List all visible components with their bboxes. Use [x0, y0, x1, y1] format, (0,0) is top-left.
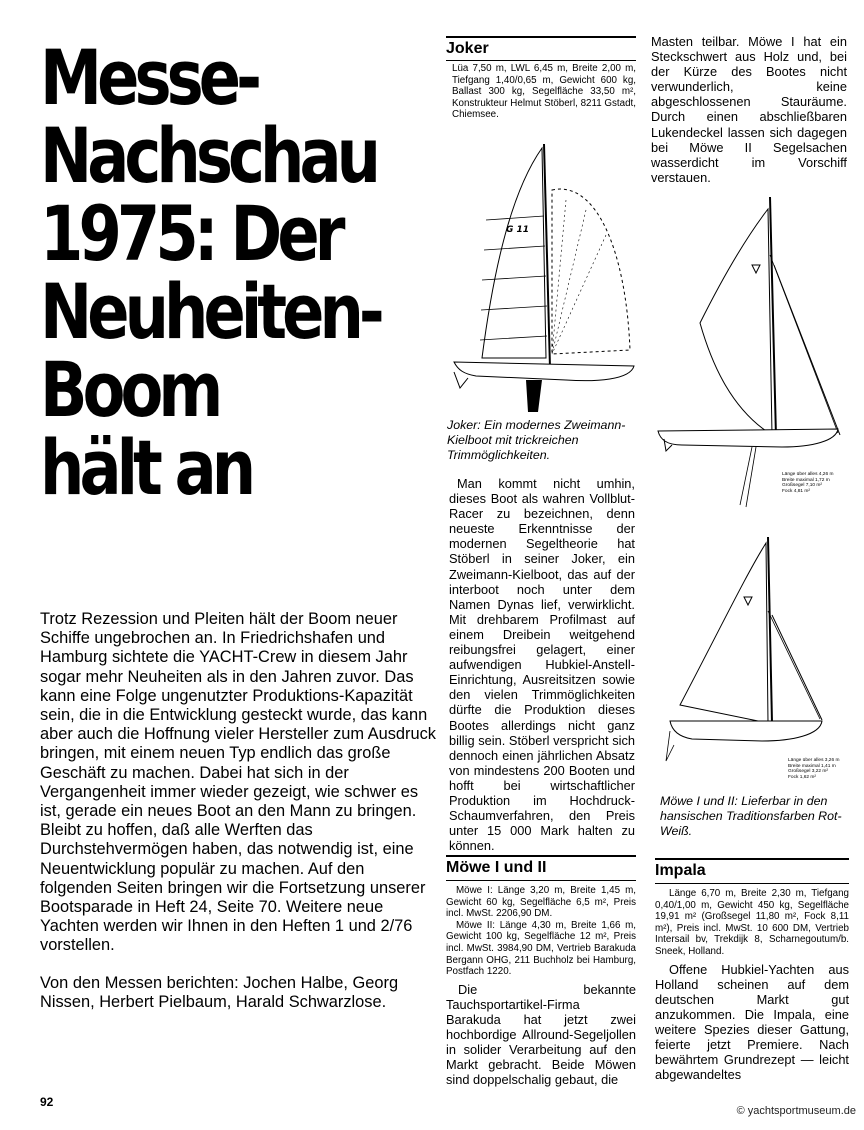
- moewe2-table: [782, 472, 852, 494]
- joker-drawing: [446, 140, 638, 415]
- table-row: Fock 1,62 m²: [788, 774, 816, 780]
- moewe1-table: [788, 758, 854, 780]
- moewe-title: Möwe I und II: [446, 855, 636, 878]
- joker-body: Man kommt nicht umhin, dieses Boot als wahren Vollblut-Racer zu bezeichnen, denn neueste Erkenntnisse der modernen Segeltheorie hat Stöberl in seiner Joker, ein Zweimann-Kielboot, das auf der interboot noch unter dem Namen Dynas lief, verwirklicht. Mit drehbarem Profilmast auf einem Dreibein weitgehend reibungsfrei gelagert, einer aufwendigen Hubkiel-Anstell-Einrichtung, Ausreitsitzen sowie den vielen Trimmöglichkeiten dürfte die Produktion dieses Bootes allerdings nicht ganz billig sein. Stöberl verspricht sich dennoch einen jährlichen Absatz von mindestens 200 Booten und hofft bei wirtschaftlicher Produktion im Hochdruck-Schaumverfahren, den Preis unter 15 000 Mark halten zu können.: [449, 476, 635, 854]
- table-row: Länge über alles 4,26 m: [782, 472, 834, 477]
- copyright: © yachtsportmuseum.de: [736, 1105, 856, 1117]
- moewe-caption: Möwe I und II: Lieferbar in den hansischen Traditionsfarben Rot-Weiß.: [660, 794, 842, 839]
- joker-sail-number: G 11: [506, 225, 530, 235]
- moewe-section: [446, 855, 636, 1087]
- moewe1-drawing: [652, 535, 857, 783]
- intro-credits: Von den Messen berichten: Jochen Halbe, Georg Nissen, Herbert Pielbaum, Harald Schwarzlose.: [40, 973, 399, 1011]
- moewe-specs-2: Möwe II: Länge 4,30 m, Breite 1,66 m, Gewicht 100 kg, Segelfläche 12 m², Preis incl. MwSt. 3984,90 DM, Vertrieb Barakuda Bergann OHG, 211 Buchholz bei Hamburg, Postfach 1220.: [446, 919, 636, 978]
- moewe-specs-1: Möwe I: Länge 3,20 m, Breite 1,45 m, Gewicht 60 kg, Segelfläche 6,5 m², Preis incl. MwSt. 2206,90 DM.: [446, 885, 636, 920]
- headline-line: Boom: [40, 345, 219, 434]
- table-row: Breite maximal 1,72 m: [782, 477, 830, 483]
- headline-line: Nachschau: [40, 111, 377, 200]
- impala-body: Offene Hubkiel-Yachten aus Holland scheinen auf dem deutschen Markt gut anzukommen. Die Impala, eine weitere Spezies dieser Gattung, feierte jetzt Premiere. Nach bewährtem Grundrezept — leicht abgewandeltes: [655, 961, 849, 1083]
- joker-caption: Joker: Ein modernes Zweimann-Kielboot mit trickreichen Trimmöglichkeiten.: [447, 418, 626, 463]
- joker-title: Joker: [446, 36, 636, 59]
- moewe-continued: Masten teilbar. Möwe I hat ein Steckschwert aus Holz und, bei der Kürze des Bootes nicht verwunderlich, keine abgeschlossenen Stauräume. Durch einen abschließbaren Lukendeckel lassen sich dagegen bei Möwe II Segelsachen wasserdicht im Vorschiff verstauen.: [651, 34, 847, 185]
- table-row: Breite maximal 1,41 m: [788, 763, 836, 769]
- impala-specs: Länge 6,70 m, Breite 2,30 m, Tiefgang 0,40/1,00 m, Gewicht 450 kg, Segelfläche 19,91 m² (Großsegel 11,80 m², Fock 8,11 m²), Preis incl. MwSt. 10 600 DM, Vertrieb Intersail bv, Trekdijk 8, Scharnegoutum/b. Sneek, Holland.: [655, 888, 849, 957]
- headline-line: Neuheiten-: [40, 267, 380, 356]
- impala-section: [655, 858, 849, 1082]
- intro-lead: Trotz Rezession und Pleiten hält der Boom neuer Schiffe ungebrochen an. In Friedrichshafen und Hamburg sichtete die YACHT-Crew in diesem Jahr sogar mehr Neuheiten als in den Jahren zuvor. Das kann eine Folge ungenutzter Produktions-Kapazität sein, die in die Entwicklung gesteckt wurde, das kann aber auch die Hoffnung vieler Hersteller zum Ausdruck bringen, mit einem neuen Typ endlich das große Geschäft zu machen. Dabei hat sich in der Vergangenheit immer wieder gezeigt, wie schwer es ist, gerade ein neues Boot an den Mann zu bringen. Bleibt zu hoffen, daß alle Werften das Durchstehvermögen haben, das notwendig ist, eine Neuentwicklung populär zu machen. Auf den folgenden Seiten bringen wir die Fortsetzung unserer Bootsparade in Heft 24, Seite 70. Weitere neue Yachten werden wir Ihnen in den Heften 1 und 2/76 vorstellen.: [40, 610, 437, 955]
- moewe-body: Die bekannte Tauchsportartikel-Firma Barakuda hat jetzt zwei hochbordige Allround-Segeljollen in solider Verarbeitung auf den Markt gebracht. Beide Möwen sind doppelschalig gebaut, die: [446, 981, 636, 1088]
- table-row: Länge über alles 3,26 m: [788, 758, 840, 763]
- joker-specs: Lüa 7,50 m, LWL 6,45 m, Breite 2,00 m, Tiefgang 1,40/0,65 m, Gewicht 600 kg, Ballast 300 kg, Segelfläche 33,50 m², Konstrukteur Helmut Stöberl, 8211 Gstadt, Chiemsee.: [452, 63, 636, 121]
- headline-line: 1975: Der: [40, 189, 341, 278]
- table-row: Großsegel 7,10 m²: [782, 483, 822, 489]
- table-row: Großsegel 3,22 m²: [788, 769, 828, 775]
- impala-title: Impala: [655, 858, 849, 881]
- intro: [40, 610, 438, 1030]
- headline: [40, 33, 380, 512]
- headline-line: hält an: [40, 423, 252, 512]
- moewe2-drawing: [652, 195, 857, 510]
- joker-section: [446, 36, 636, 121]
- page-number: 92: [40, 1095, 54, 1109]
- table-row: Fock 4,81 m²: [782, 488, 810, 494]
- headline-line: Messe-: [40, 33, 258, 122]
